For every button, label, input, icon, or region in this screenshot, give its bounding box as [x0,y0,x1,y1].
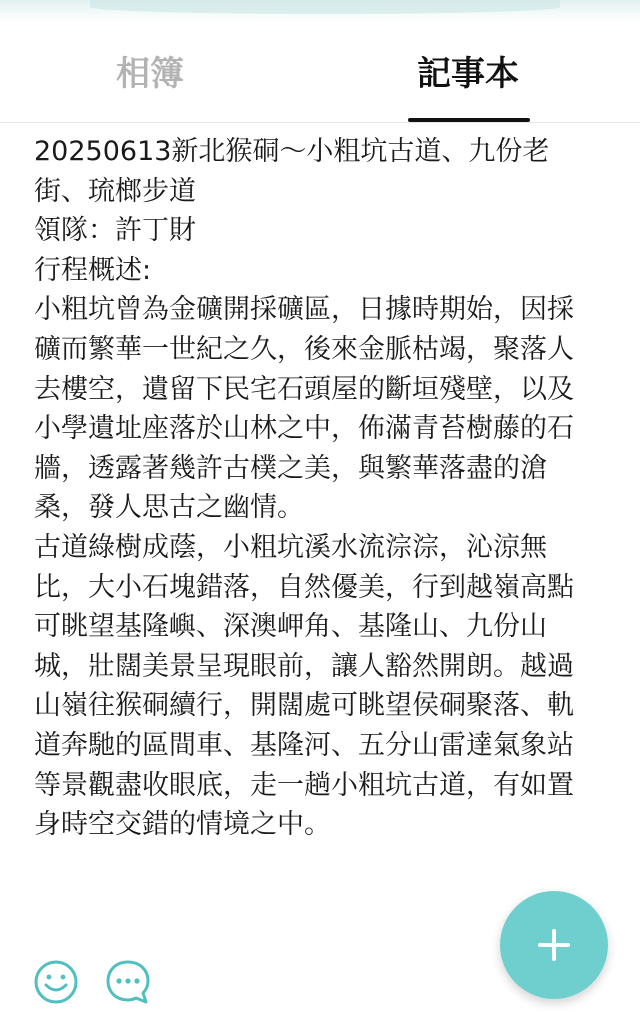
plus-icon [534,925,574,965]
note-leader: 領隊：許丁財 [34,215,196,247]
tab-bar [0,30,640,123]
note-title: 20250613新北猴硐～小粗坑古道、九份老街、琉榔步道 [34,136,550,207]
note-paragraph: 古道綠樹成蔭，小粗坑溪水流淙淙，沁涼無比，大小石塊錯落，自然優美，行到越嶺高點可眺望基隆嶼、深澳岬角、基隆山、九份山城，壯闊美景呈現眼前，讓人豁然開朗。越過山嶺往猴硐續行，開闊處可眺望侯硐聚落、軌道奔馳的區間車、基隆河、五分山雷達氣象站等景觀盡收眼底，走一趟小粗坑古道，有如置身時空交錯的情境之中。 [34,531,574,841]
note-overview-label: 行程概述: [34,254,152,286]
tab-album[interactable]: 相簿 [116,54,184,94]
smile-icon[interactable] [33,959,79,1005]
add-button[interactable] [500,891,608,999]
header-decoration [0,0,640,22]
comment-icon[interactable] [105,959,151,1005]
active-tab-indicator [408,118,530,122]
tab-notes[interactable]: 記事本 [417,54,519,94]
note-content [34,132,594,845]
note-paragraph: 小粗坑曾為金礦開採礦區，日據時期始，因採礦而繁華一世紀之久，後來金脈枯竭，聚落人去樓空，遺留下民宅石頭屋的斷垣殘壁，以及小學遺址座落於山林之中，佈滿青苔樹藤的石牆，透露著幾許古樸之美，與繁華落盡的滄桑，發人思古之幽情。 [34,294,574,524]
